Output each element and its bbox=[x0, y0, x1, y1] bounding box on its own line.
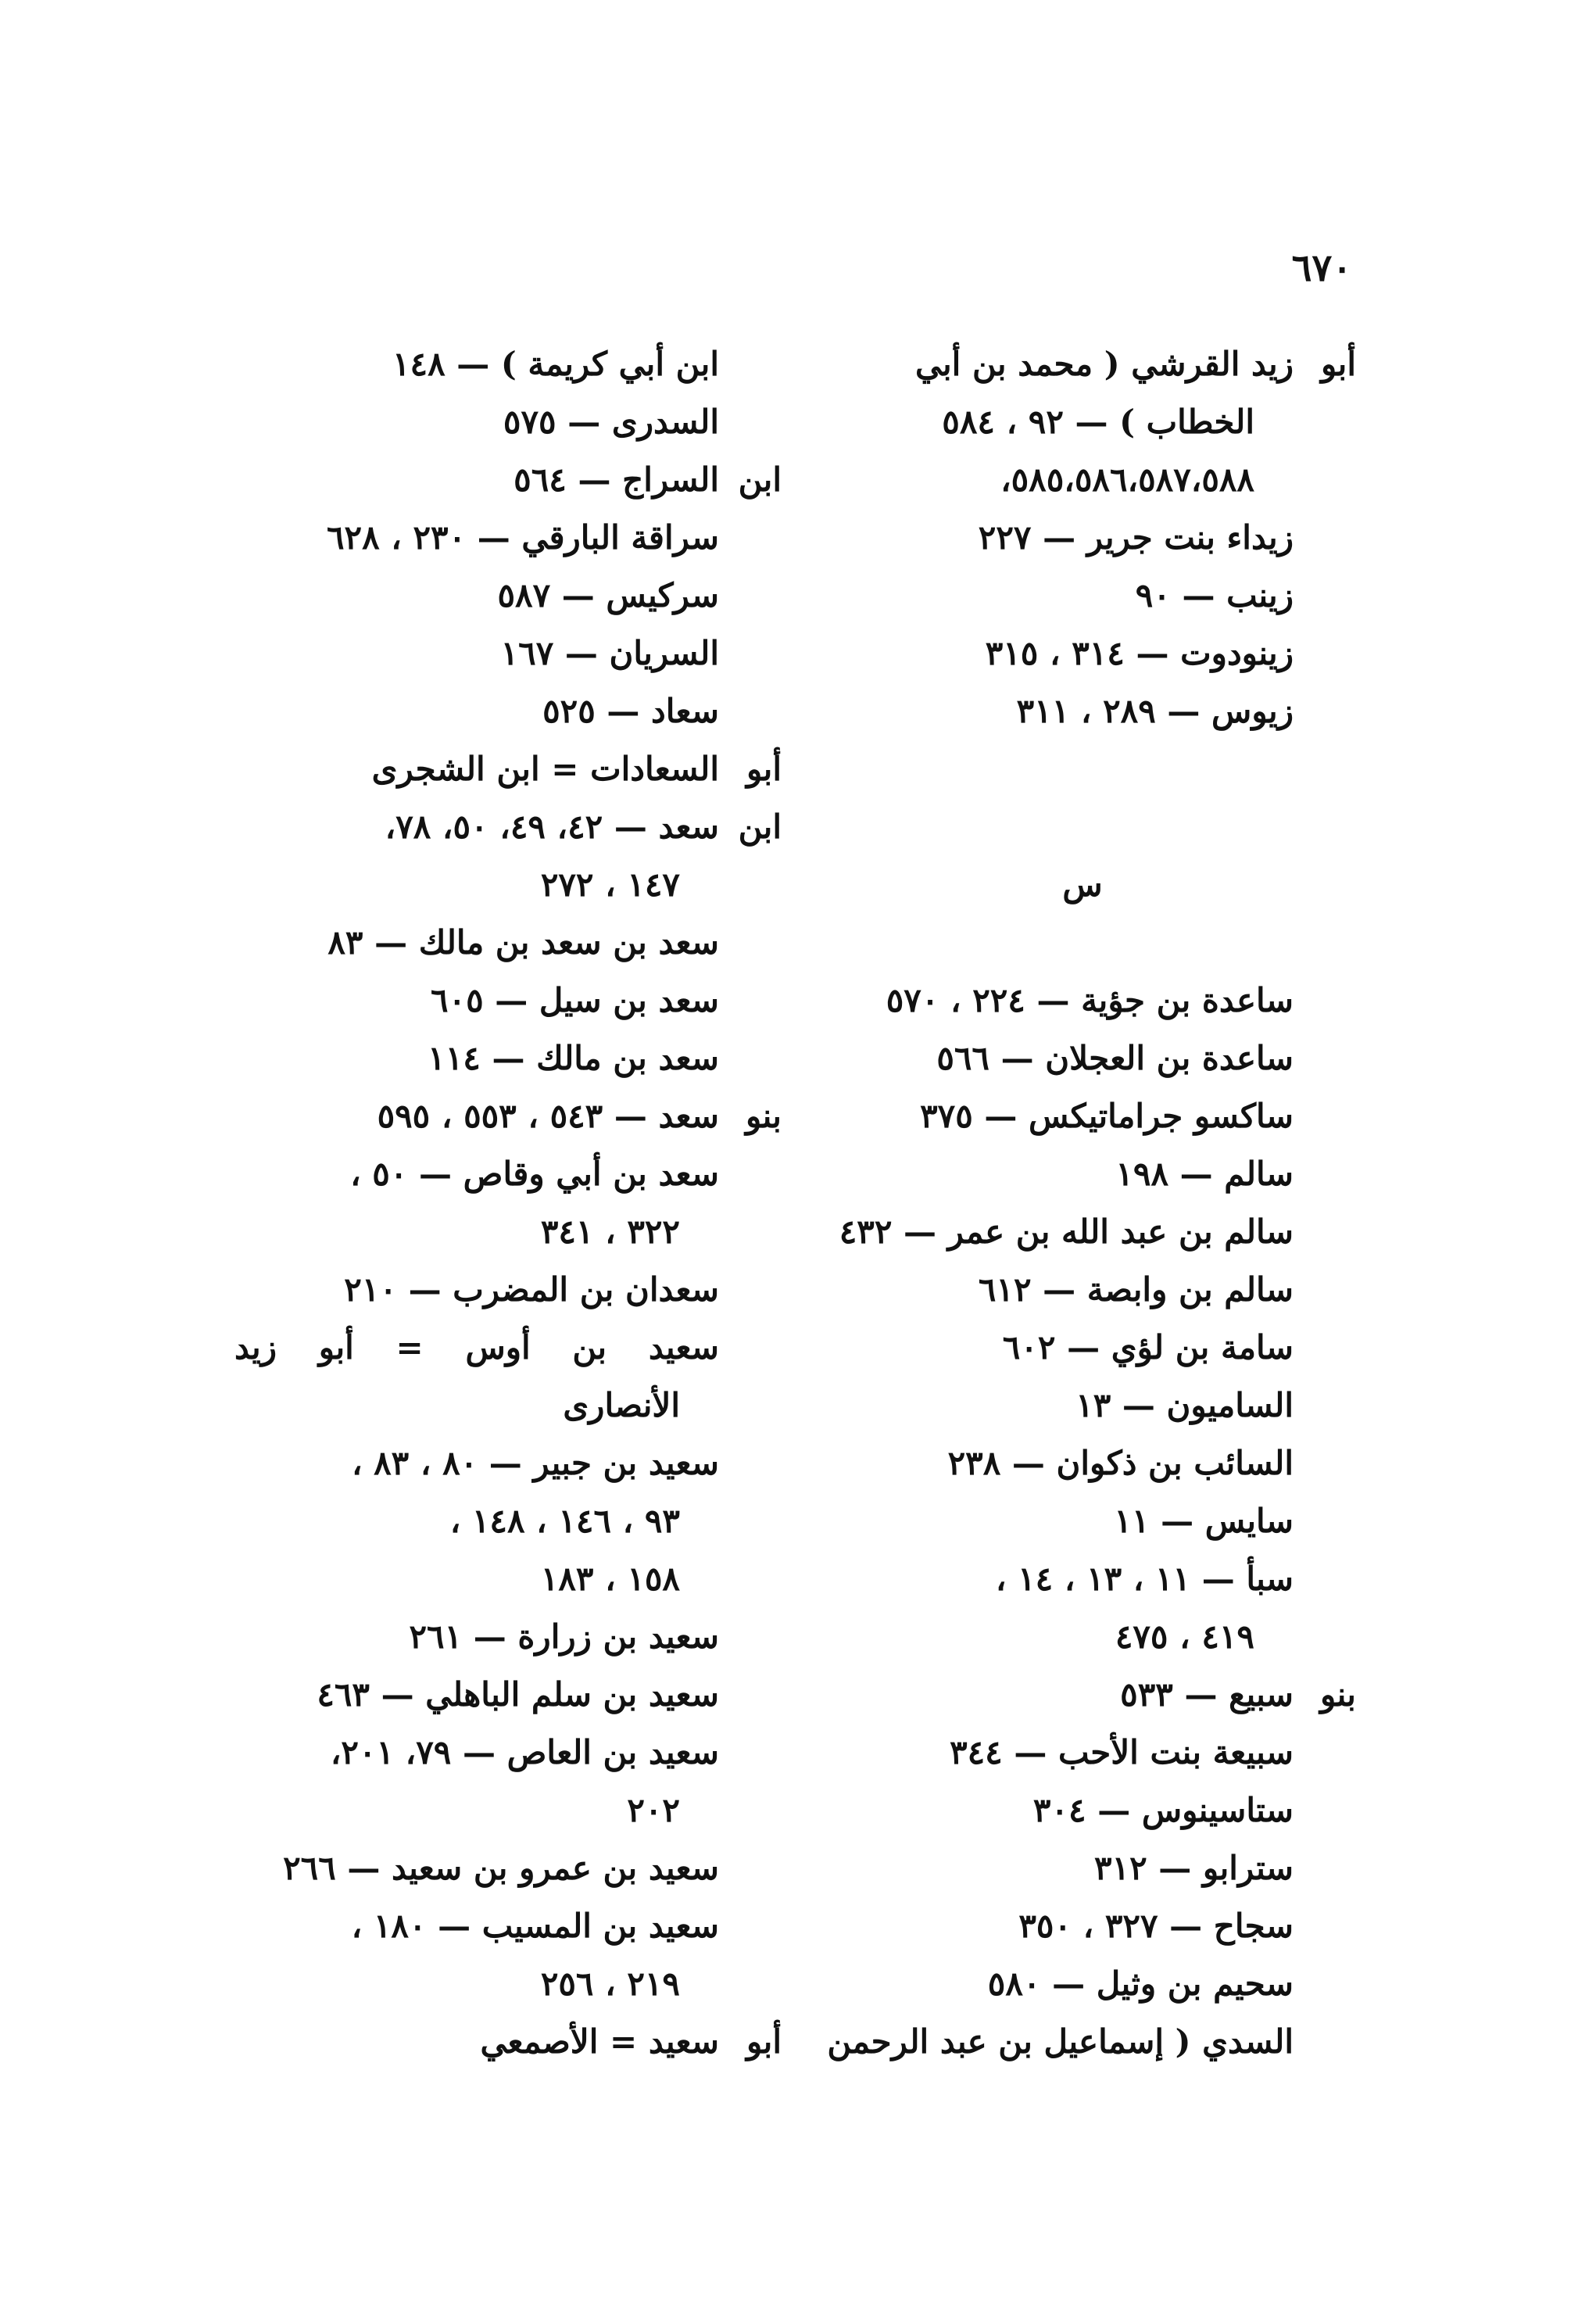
index-entry bbox=[234, 1898, 782, 1954]
entry-text: السدي ( إسماعيل بن عبد الرحمن bbox=[827, 2022, 1294, 2061]
index-entry bbox=[809, 857, 1356, 913]
entry-text: سراقة البارقي — ٢٣٠ ، ٦٢٨ bbox=[327, 518, 719, 557]
index-entry bbox=[809, 2014, 1356, 2070]
index-entry bbox=[809, 1493, 1356, 1549]
entry-text: سعيد بن جبير — ٨٠ ، ٨٣ ، bbox=[351, 1444, 719, 1482]
index-entry bbox=[234, 1146, 782, 1202]
index-entry bbox=[809, 799, 1356, 855]
index-entry bbox=[234, 857, 782, 913]
entry-prefix: ابن bbox=[738, 460, 782, 499]
entry-text: ٥٨٥،٥٨٦،٥٨٧،٥٨٨، bbox=[1000, 460, 1254, 499]
entry-text: السائب بن ذكوان — ٢٣٨ bbox=[947, 1444, 1294, 1482]
entry-prefix: أبو bbox=[746, 750, 782, 788]
index-entry bbox=[234, 1320, 782, 1376]
index-entry bbox=[234, 1956, 782, 2012]
index-entry bbox=[234, 1088, 782, 1144]
index-entry bbox=[809, 1088, 1356, 1144]
entry-text: سعيد = الأصمعي bbox=[480, 2022, 719, 2061]
index-entry bbox=[809, 1898, 1356, 1954]
entry-text: سعد بن مالك — ١١٤ bbox=[428, 1039, 719, 1077]
entry-text: زينودوت — ٣١٤ ، ٣١٥ bbox=[985, 634, 1294, 672]
index-entry bbox=[809, 625, 1356, 682]
entry-prefix: أبو bbox=[1320, 345, 1356, 383]
entry-text: سعد بن سعد بن مالك — ٨٣ bbox=[327, 923, 719, 962]
entry-text: زيوس — ٢٨٩ ، ٣١١ bbox=[1016, 692, 1294, 730]
entry-text: زيداء بنت جرير — ٢٢٧ bbox=[978, 518, 1294, 557]
entry-text: سعيد بن سلم الباهلي — ٤٦٣ bbox=[317, 1675, 719, 1714]
index-entry bbox=[809, 1262, 1356, 1318]
index-entry bbox=[234, 1435, 782, 1492]
index-entry bbox=[234, 1204, 782, 1260]
index-entry bbox=[234, 915, 782, 971]
index-entry bbox=[234, 1840, 782, 1896]
entry-text: سعاد — ٥٢٥ bbox=[542, 692, 719, 730]
index-entry bbox=[234, 972, 782, 1029]
index-entry bbox=[234, 2014, 782, 2070]
index-entry bbox=[234, 625, 782, 682]
entry-prefix: بنو bbox=[1319, 1675, 1356, 1714]
index-entry bbox=[234, 683, 782, 740]
entry-text: ٣٢٢ ، ٣٤١ bbox=[540, 1212, 680, 1251]
index-entry bbox=[809, 1782, 1356, 1839]
entry-prefix: ابن bbox=[738, 808, 782, 846]
entry-text: سعيد بن المسيب — ١٨٠ ، bbox=[351, 1907, 719, 1945]
index-entry bbox=[809, 915, 1356, 971]
index-entry bbox=[809, 1320, 1356, 1376]
index-entry bbox=[234, 799, 782, 855]
entry-text: السدرى — ٥٧٥ bbox=[503, 403, 719, 441]
index-entry bbox=[809, 394, 1356, 450]
index-entry bbox=[234, 1667, 782, 1723]
entry-text: ٢٠٢ bbox=[627, 1791, 680, 1829]
entry-text: سعد بن سيل — ٦٠٥ bbox=[430, 981, 719, 1019]
index-entry bbox=[234, 336, 782, 392]
entry-text: السريان — ١٦٧ bbox=[500, 634, 719, 672]
entry-text: سعد بن أبي وقاص — ٥٠ ، bbox=[350, 1155, 719, 1193]
index-entry bbox=[234, 1262, 782, 1318]
entry-text: زينب — ٩٠ bbox=[1135, 576, 1294, 614]
index-entry bbox=[809, 1609, 1356, 1665]
index-entry bbox=[234, 452, 782, 508]
index-entry bbox=[809, 568, 1356, 624]
entry-text: سبيع — ٥٣٣ bbox=[1120, 1675, 1294, 1714]
entry-text: سعدان بن المضرب — ٢١٠ bbox=[344, 1270, 719, 1309]
index-entry bbox=[234, 510, 782, 566]
entry-text: سالم بن وابصة — ٦١٢ bbox=[978, 1270, 1294, 1309]
index-entry bbox=[234, 1377, 782, 1434]
index-entry bbox=[809, 510, 1356, 566]
entry-text: سبأ — ١١ ، ١٣ ، ١٤ ، bbox=[995, 1560, 1294, 1598]
index-entry bbox=[809, 1840, 1356, 1896]
entry-text: ١٥٨ ، ١٨٣ bbox=[540, 1560, 680, 1598]
index-entry bbox=[809, 1146, 1356, 1202]
entry-text: ١٤٧ ، ٢٧٢ bbox=[540, 865, 680, 904]
entry-text: سالم بن عبد الله بن عمر — ٤٣٢ bbox=[839, 1212, 1294, 1251]
entry-text: ابن أبي كريمة ) — ١٤٨ bbox=[392, 345, 719, 383]
index-entry bbox=[234, 1609, 782, 1665]
index-entry bbox=[809, 1956, 1356, 2012]
entry-text: سعيد بن أوس = أبو زيد bbox=[234, 1328, 719, 1366]
entry-text: سايس — ١١ bbox=[1114, 1502, 1294, 1540]
entry-text: سعيد بن زرارة — ٢٦١ bbox=[409, 1617, 719, 1656]
index-entry bbox=[809, 1204, 1356, 1260]
entry-text: الساميون — ١٣ bbox=[1075, 1386, 1294, 1424]
index-entry bbox=[234, 1493, 782, 1549]
entry-text: السعادات = ابن الشجرى bbox=[371, 750, 719, 788]
section-letter: س bbox=[1062, 865, 1103, 904]
entry-text: الخطاب ) — ٩٢ ، ٥٨٤ bbox=[942, 403, 1254, 441]
entry-text: زيد القرشي ( محمد بن أبي bbox=[914, 345, 1294, 383]
entry-text: سركيس — ٥٨٧ bbox=[497, 576, 719, 614]
index-entry bbox=[234, 1725, 782, 1781]
entry-text: سعيد بن العاص — ٧٩، ٢٠١، bbox=[330, 1733, 719, 1771]
entry-text: سترابو — ٣١٢ bbox=[1093, 1849, 1294, 1887]
index-entry bbox=[809, 336, 1356, 392]
entry-text: ساعدة بن جؤية — ٢٢٤ ، ٥٧٠ bbox=[886, 981, 1294, 1019]
index-entry bbox=[234, 741, 782, 797]
entry-text: ٢١٩ ، ٢٥٦ bbox=[540, 1965, 680, 2003]
entry-text: سحيم بن وثيل — ٥٨٠ bbox=[987, 1965, 1294, 2003]
entry-text: سعد — ٤٢، ٤٩، ٥٠، ٧٨، bbox=[385, 808, 719, 846]
entry-text: سامة بن لؤي — ٦٠٢ bbox=[1002, 1328, 1294, 1366]
index-entry bbox=[809, 1667, 1356, 1723]
index-entry bbox=[809, 452, 1356, 508]
index-entry bbox=[234, 1551, 782, 1607]
entry-text: ساكسو جراماتيكس — ٣٧٥ bbox=[920, 1097, 1294, 1135]
entry-text: سجاح — ٣٢٧ ، ٣٥٠ bbox=[1018, 1907, 1294, 1945]
entry-text: ٤١٩ ، ٤٧٥ bbox=[1115, 1617, 1254, 1656]
index-entry bbox=[809, 1725, 1356, 1781]
page-number: ٦٧٠ bbox=[1291, 246, 1352, 290]
index-entry bbox=[809, 972, 1356, 1029]
entry-text: سعد — ٥٤٣ ، ٥٥٣ ، ٥٩٥ bbox=[377, 1097, 719, 1135]
entry-text: السراج — ٥٦٤ bbox=[514, 460, 719, 499]
entry-text: سبيعة بنت الأحب — ٣٤٤ bbox=[950, 1733, 1294, 1771]
index-entry bbox=[809, 1435, 1356, 1492]
entry-text: ٩٣ ، ١٤٦ ، ١٤٨ ، bbox=[449, 1502, 680, 1540]
index-entry bbox=[234, 394, 782, 450]
entry-text: الأنصارى bbox=[563, 1386, 680, 1424]
entry-prefix: بنو bbox=[745, 1097, 782, 1135]
entry-prefix: أبو bbox=[746, 2022, 782, 2061]
entry-text: ستاسينوس — ٣٠٤ bbox=[1032, 1791, 1294, 1829]
index-entry bbox=[809, 741, 1356, 797]
index-entry bbox=[234, 1782, 782, 1839]
index-entry bbox=[234, 568, 782, 624]
index-entry bbox=[809, 1377, 1356, 1434]
entry-text: سالم — ١٩٨ bbox=[1115, 1155, 1294, 1193]
index-entry bbox=[234, 1030, 782, 1087]
index-entry bbox=[809, 1030, 1356, 1087]
index-entry bbox=[809, 1551, 1356, 1607]
entry-text: ساعدة بن العجلان — ٥٦٦ bbox=[936, 1039, 1294, 1077]
entry-text: سعيد بن عمرو بن سعيد — ٢٦٦ bbox=[283, 1849, 719, 1887]
index-entry bbox=[809, 683, 1356, 740]
